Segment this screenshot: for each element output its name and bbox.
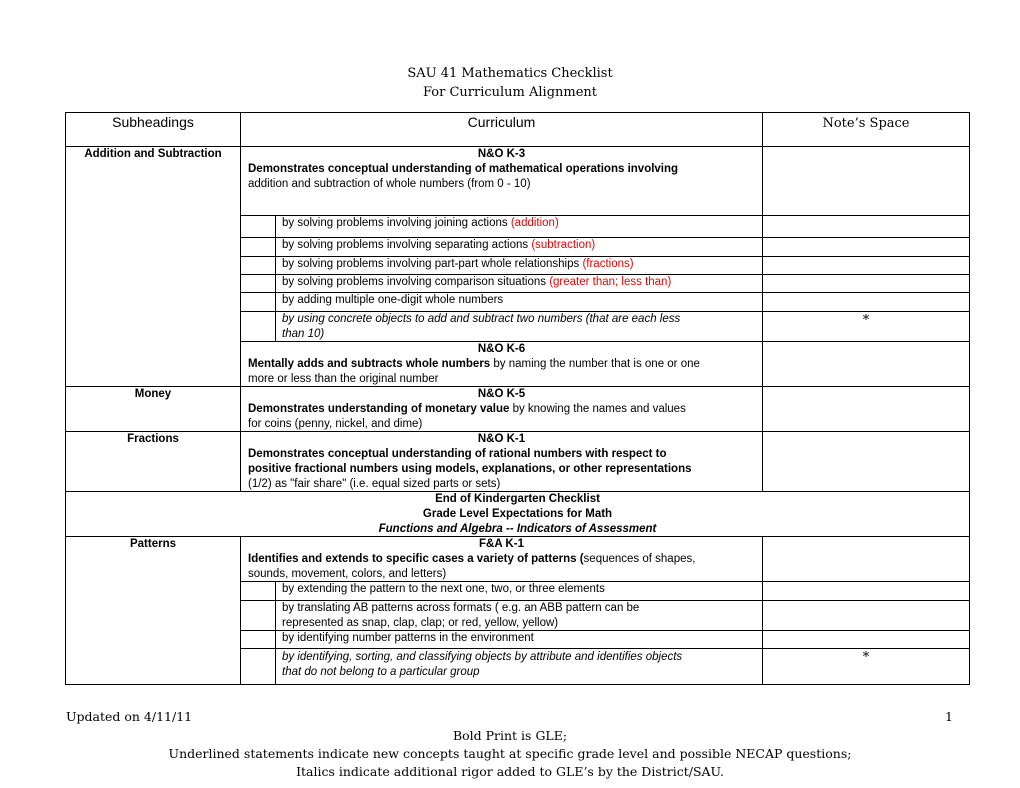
legend-underline: Underlined statements indicate new concepts taught at specific grade level and possible NECAP questions; (168, 746, 852, 761)
col-header-subheadings: Subheadings (112, 114, 194, 130)
indicator-item-italic-cont: that do not belong to a particular group (282, 666, 480, 678)
subheading-patterns: Patterns (129, 538, 177, 550)
section-break-subtitle: Grade Level Expectations for Math (422, 508, 613, 520)
gle-statement: Demonstrates understanding of monetary value by knowing the names and values (248, 403, 686, 415)
updated-date: Updated on 4/11/11 (66, 709, 193, 724)
legend-italics: Italics indicate additional rigor added to GLE’s by the District/SAU. (296, 764, 724, 779)
indicator-item: by solving problems involving comparison situations (greater than; less than) (282, 276, 672, 288)
indicator-item: by solving problems involving joining actions (addition) (282, 217, 559, 229)
indicator-item-italic: by using concrete objects to add and subtract two numbers (that are each less (282, 313, 681, 325)
gle-code-no-k6: N&O K-6 (477, 343, 526, 355)
subheading-addition: Addition and Subtraction (84, 148, 222, 160)
col-header-curriculum: Curriculum (467, 114, 536, 130)
indicator-item: by identifying number patterns in the environment (282, 632, 534, 644)
gle-statement-cont: addition and subtraction of whole numbers (from 0 - 10) (248, 178, 531, 190)
col-header-notes: Note’s Space (822, 116, 910, 131)
document-subtitle: For Curriculum Alignment (422, 85, 598, 100)
indicator-item: by solving problems involving separating actions (subtraction) (282, 239, 596, 251)
indicator-item-italic: by identifying, sorting, and classifying objects by attribute and identifies objects (282, 651, 683, 663)
gle-code-no-k3: N&O K-3 (477, 148, 526, 160)
gle-statement: Identifies and extends to specific cases a variety of patterns (sequences of shapes, (248, 553, 696, 565)
indicator-item: by extending the pattern to the next one, two, or three elements (282, 583, 605, 595)
gle-code-fa-k1: F&A K-1 (479, 538, 524, 550)
subheading-money: Money (134, 388, 172, 400)
section-break-title: End of Kindergarten Checklist (435, 493, 600, 505)
gle-statement-cont: more or less than the original number (248, 373, 439, 385)
indicator-item-cont: represented as snap, clap, clap; or red, yellow, yellow) (282, 617, 559, 629)
gle-statement-cont: (1/2) as "fair share" (i.e. equal sized parts or sets) (248, 478, 501, 490)
indicator-item: by translating AB patterns across formats ( e.g. an ABB pattern can be (282, 602, 640, 614)
gle-statement-cont: positive fractional numbers using models, explanations, or other representations (248, 463, 692, 475)
gle-code-no-k5: N&O K-5 (477, 388, 526, 400)
indicator-item: by adding multiple one-digit whole numbers (282, 294, 504, 306)
note-asterisk: * (862, 650, 870, 665)
indicator-item: by solving problems involving part-part whole relationships (fractions) (282, 258, 634, 270)
gle-statement-cont: for coins (penny, nickel, and dime) (248, 418, 423, 430)
gle-code-no-k1: N&O K-1 (477, 433, 526, 445)
gle-statement-cont: sounds, movement, colors, and letters) (248, 568, 447, 580)
gle-statement: Demonstrates conceptual understanding of mathematical operations involving (248, 163, 679, 175)
legend-bold: Bold Print is GLE; (452, 728, 568, 743)
section-break-strand: Functions and Algebra -- Indicators of Assessment (378, 523, 657, 535)
document-title: SAU 41 Mathematics Checklist (407, 66, 613, 81)
page-number: 1 (945, 709, 953, 724)
gle-statement: Demonstrates conceptual understanding of rational numbers with respect to (248, 448, 667, 460)
indicator-item-italic-cont: than 10) (282, 328, 325, 340)
subheading-fractions: Fractions (127, 433, 179, 445)
gle-statement: Mentally adds and subtracts whole numbers by naming the number that is one or one (248, 358, 700, 370)
note-asterisk: * (862, 313, 870, 328)
